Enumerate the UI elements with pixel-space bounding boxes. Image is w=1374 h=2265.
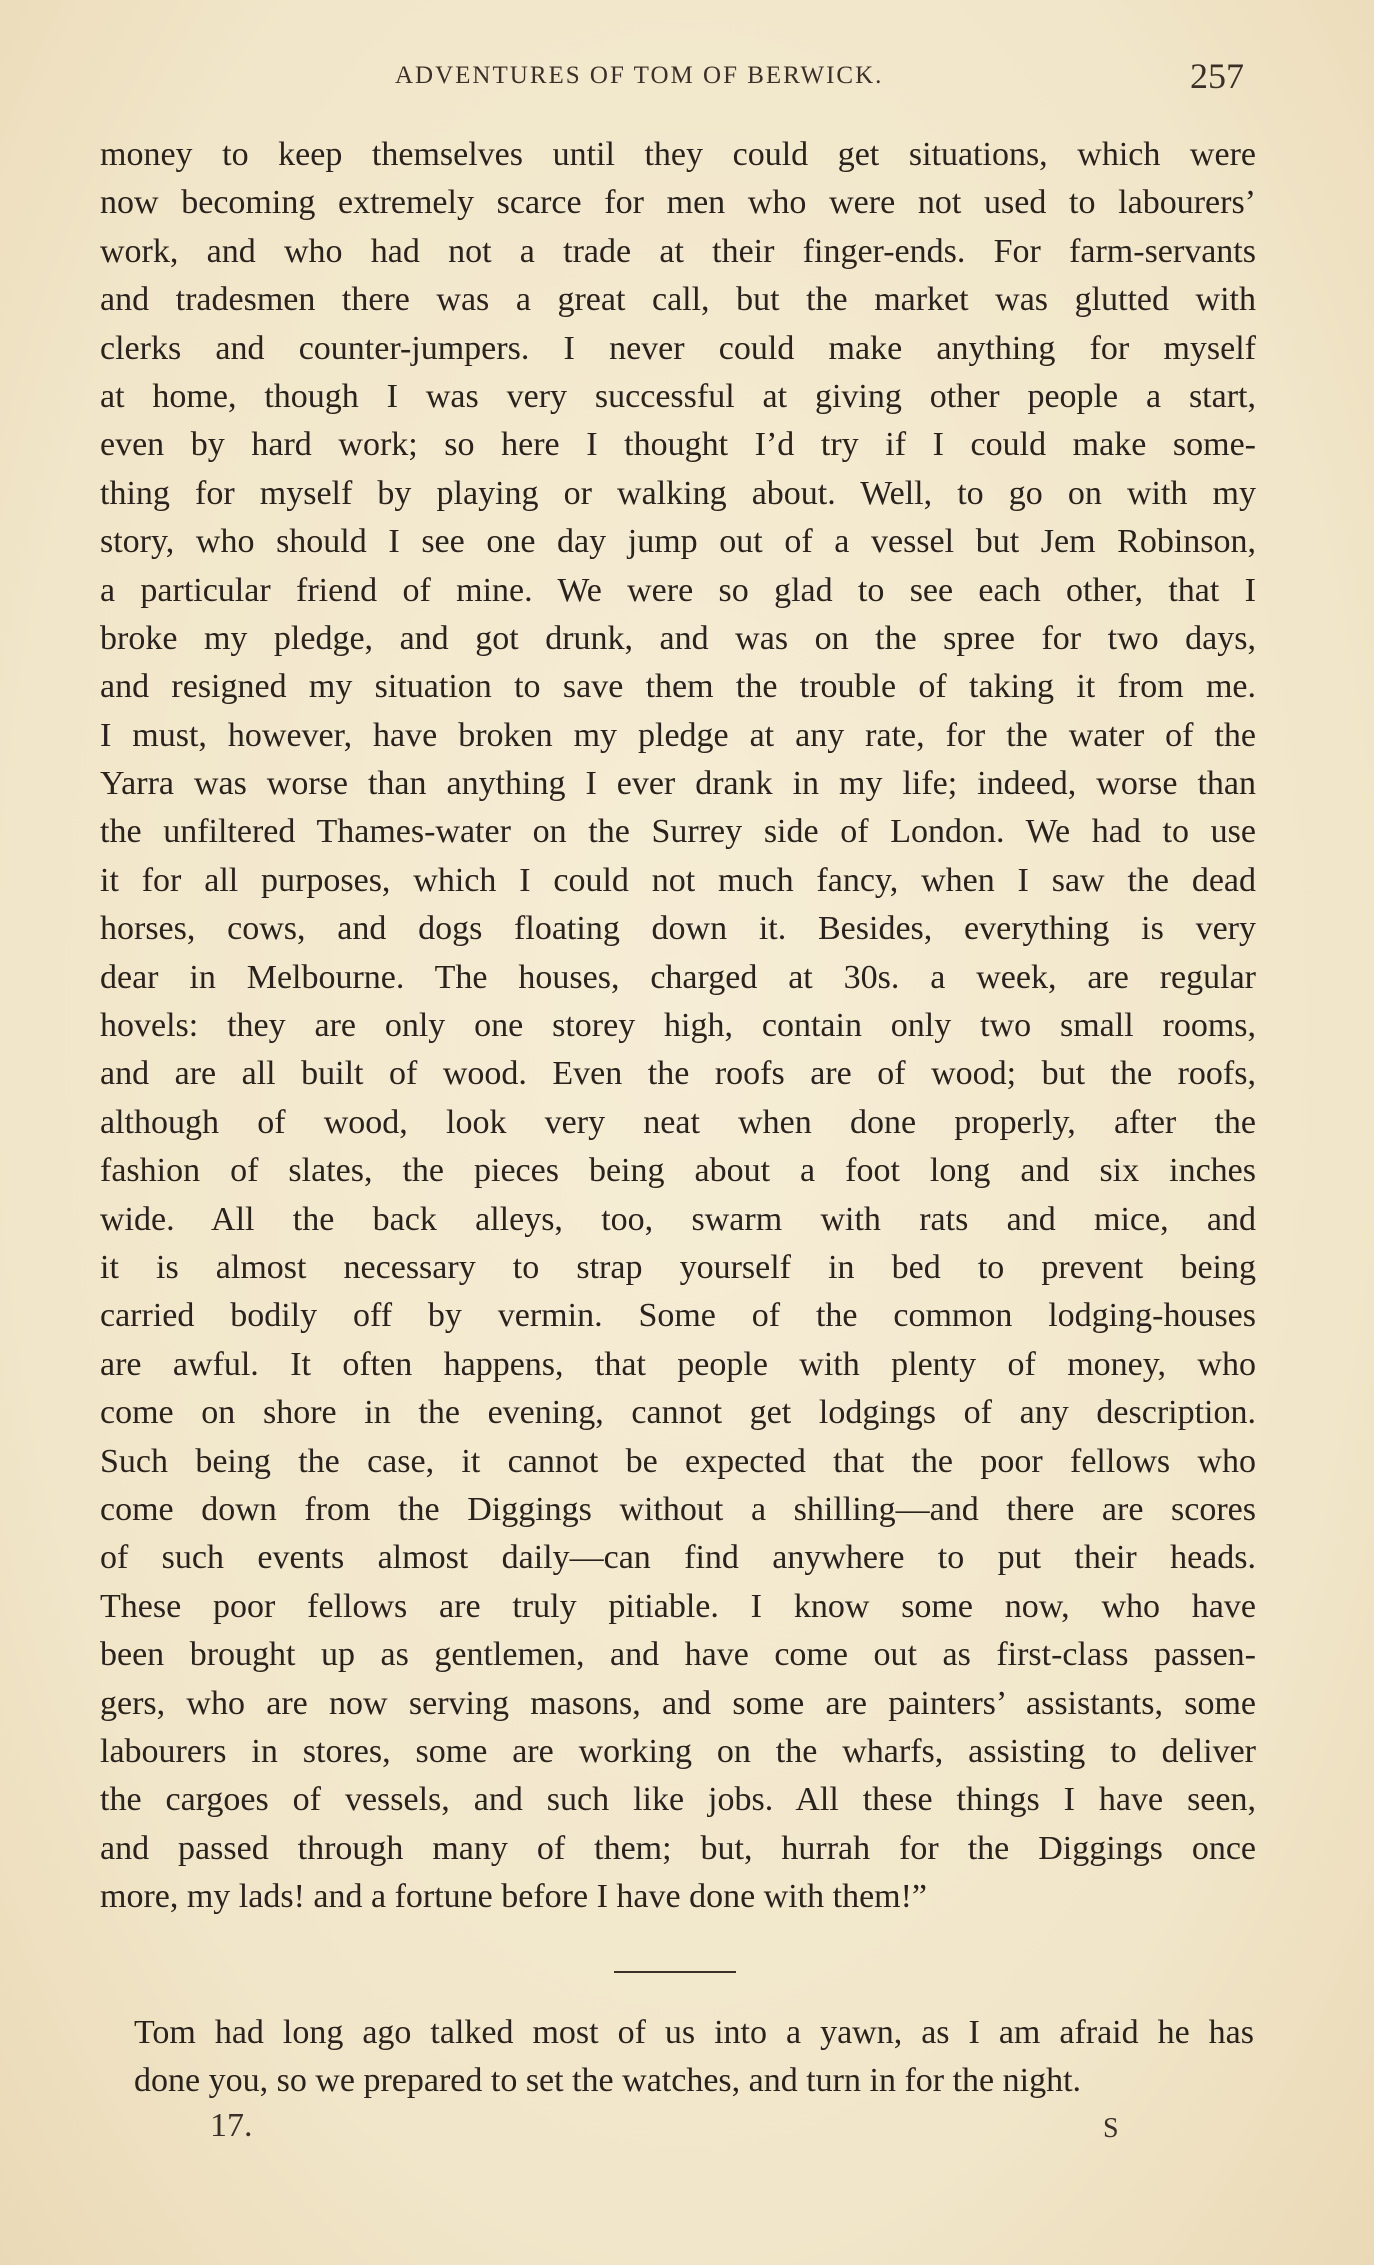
text-line: dear in Melbourne. The houses, charged at 30s. a week, are regular	[100, 958, 1256, 996]
text-line: done you, so we prepared to set the watches, and turn in for the night.	[134, 2062, 1082, 2099]
text-line: broke my pledge, and got drunk, and was on the spree for two days,	[100, 619, 1256, 657]
text-line: and resigned my situation to save them the trouble of taking it from me.	[100, 668, 1256, 706]
closing-paragraph	[134, 2009, 1254, 2105]
text-line: and are all built of wood. Even the roofs are of wood; but the roofs,	[100, 1055, 1256, 1093]
text-line: hovels: they are only one storey high, contain only two small rooms,	[100, 1007, 1256, 1045]
text-line: Such being the case, it cannot be expected that the poor fellows who	[100, 1442, 1256, 1480]
text-line: and passed through many of them; but, hurrah for the Diggings once	[100, 1829, 1256, 1867]
text-line: labourers in stores, some are working on the wharfs, assisting to deliver	[100, 1732, 1256, 1770]
text-line: a particular friend of mine. We were so glad to see each other, that I	[100, 571, 1256, 609]
text-line: the cargoes of vessels, and such like jobs. All these things I have seen,	[100, 1781, 1256, 1819]
text-line: horses, cows, and dogs floating down it. Besides, everything is very	[100, 910, 1256, 948]
text-line: fashion of slates, the pieces being about a foot long and six inches	[100, 1152, 1256, 1190]
page-number: 257	[1190, 56, 1244, 96]
text-line: money to keep themselves until they could get situations, which were	[100, 136, 1256, 173]
text-line: thing for myself by playing or walking about. Well, to go on with my	[100, 474, 1256, 512]
signature-letter: S	[1103, 2113, 1119, 2144]
text-line: are awful. It often happens, that people with plenty of money, who	[100, 1345, 1256, 1383]
signature-number: 17.	[210, 2107, 253, 2144]
text-line: work, and who had not a trade at their finger-ends. For farm-servants	[100, 232, 1256, 270]
text-line: carried bodily off by vermin. Some of the common lodging-houses	[100, 1297, 1256, 1335]
text-line: been brought up as gentlemen, and have come out as first-class passen-	[100, 1636, 1256, 1674]
running-title: ADVENTURES OF TOM OF BERWICK.	[395, 62, 884, 89]
text-line: even by hard work; so here I thought I’d try if I could make some-	[100, 426, 1256, 464]
text-line: of such events almost daily—can find anywhere to put their heads.	[100, 1539, 1256, 1577]
text-line: the unfiltered Thames-water on the Surrey side of London. We had to use	[100, 813, 1256, 851]
body-paragraph	[100, 131, 1256, 1921]
section-divider	[614, 1971, 736, 1973]
text-line: more, my lads! and a fortune before I have done with them!”	[100, 1878, 928, 1916]
text-line: Yarra was worse than anything I ever drank in my life; indeed, worse than	[100, 765, 1256, 803]
text-line: These poor fellows are truly pitiable. I know some now, who have	[100, 1587, 1256, 1625]
text-line: I must, however, have broken my pledge at any rate, for the water of the	[100, 716, 1256, 754]
text-line: although of wood, look very neat when done properly, after the	[100, 1103, 1256, 1141]
text-line: at home, though I was very successful at giving other people a start,	[100, 377, 1256, 415]
text-line: gers, who are now serving masons, and some are painters’ assistants, some	[100, 1684, 1256, 1722]
text-line: clerks and counter-jumpers. I never could make anything for myself	[100, 329, 1256, 367]
text-line: come on shore in the evening, cannot get lodgings of any description.	[100, 1394, 1256, 1432]
text-line: now becoming extremely scarce for men who were not used to labourers’	[100, 184, 1256, 222]
text-line: it is almost necessary to strap yourself in bed to prevent being	[100, 1248, 1256, 1286]
text-line: come down from the Diggings without a shilling—and there are scores	[100, 1490, 1256, 1528]
text-line: story, who should I see one day jump out of a vessel but Jem Robinson,	[100, 523, 1256, 561]
text-line: it for all purposes, which I could not much fancy, when I saw the dead	[100, 861, 1256, 899]
text-line: Tom had long ago talked most of us into a yawn, as I am afraid he has	[134, 2014, 1254, 2051]
text-line: wide. All the back alleys, too, swarm with rats and mice, and	[100, 1200, 1256, 1238]
text-line: and tradesmen there was a great call, but the market was glutted with	[100, 281, 1256, 319]
